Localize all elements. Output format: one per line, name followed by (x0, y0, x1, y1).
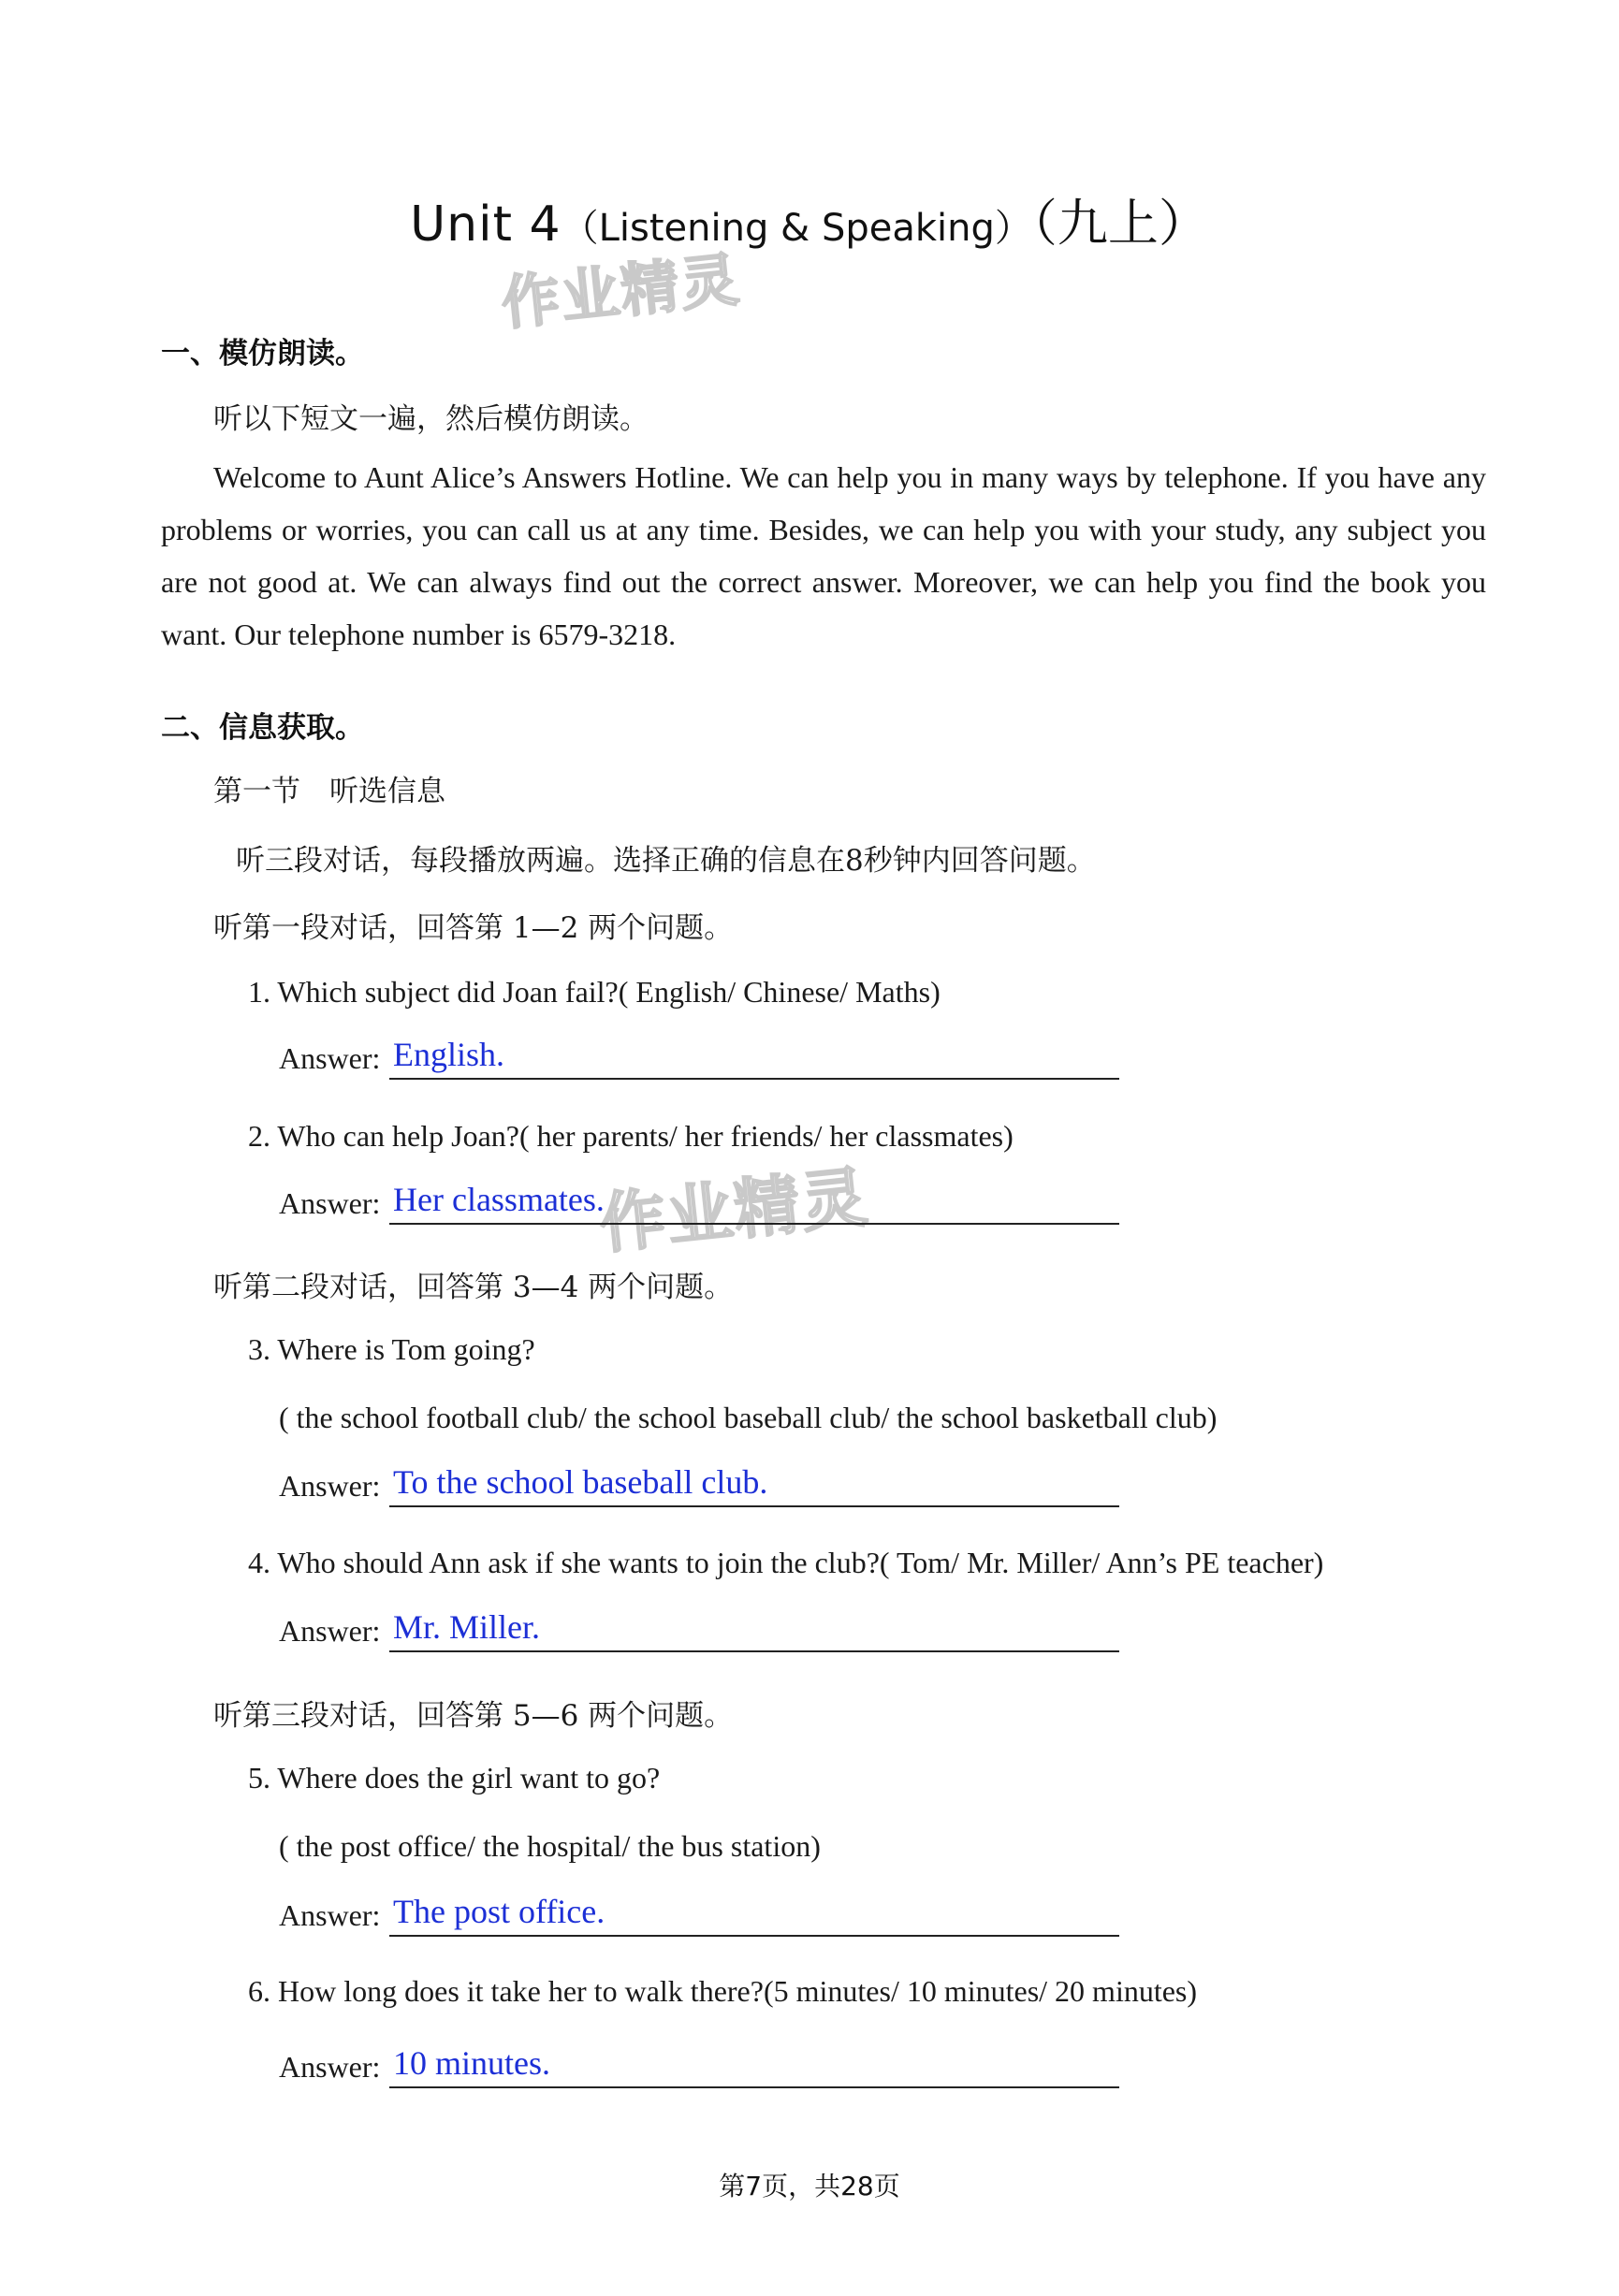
answer-value: English. (393, 1036, 505, 1073)
answer-row (279, 1455, 1121, 1511)
answer-label: Answer: (279, 1614, 381, 1648)
question-options: ( the school football club/ the school baseball club/ the school basketball club) (279, 1401, 1218, 1434)
section1-heading: 一、模仿朗读。 (161, 337, 364, 371)
answer-underline (389, 1223, 1119, 1225)
answer-underline (389, 1078, 1119, 1080)
question-text: 2. Who can help Joan?( her parents/ her friends/ her classmates) (248, 1119, 1014, 1153)
question-options: ( the post office/ the hospital/ the bus station) (279, 1829, 821, 1863)
answer-row (279, 1172, 1121, 1228)
answer-underline (389, 1650, 1119, 1652)
section2-heading: 二、信息获取。 (161, 711, 364, 745)
dialogue-intro: 听第二段对话，回答第 3—4 两个问题。 (213, 1271, 734, 1304)
page-title (0, 183, 1619, 255)
answer-row (279, 1027, 1121, 1083)
answer-row (279, 1884, 1121, 1940)
question-text: 6. How long does it take her to walk there?(5 minutes/ 10 minutes/ 20 minutes) (248, 1974, 1198, 2008)
answer-underline (389, 1505, 1119, 1507)
answer-label: Answer: (279, 1041, 381, 1075)
dialogue-intro: 听第三段对话，回答第 5—6 两个问题。 (213, 1699, 734, 1733)
question-text: 1. Which subject did Joan fail?( English/ Chinese/ Maths) (248, 975, 941, 1009)
answer-value: 10 minutes. (393, 2044, 550, 2082)
reading-passage: Welcome to Aunt Alice’s Answers Hotline. We can help you in many ways by telephone. If you have any problems or worries, you can call us at any time. Besides, we can help you with your study, any subject you are not good at. We can always find out the correct answer. Moreover, we can help you find the book you want. Our telephone number is 6579-3218. (161, 460, 1486, 651)
part-label: 第一节 听选信息 (213, 775, 445, 808)
answer-value: Her classmates. (393, 1181, 605, 1218)
title-unit: Unit 4 (410, 196, 562, 253)
answer-label: Answer: (279, 2050, 381, 2084)
page-number: 第7页，共28页 (719, 2171, 900, 2202)
title-subtitle: （Listening & Speaking） (561, 207, 1032, 250)
answer-row (279, 2036, 1121, 2092)
section1-instruction: 听以下短文一遍，然后模仿朗读。 (213, 402, 649, 436)
answer-value: The post office. (393, 1893, 605, 1930)
dialogue-intro: 听第一段对话，回答第 1—2 两个问题。 (213, 911, 734, 945)
answer-value: Mr. Miller. (393, 1608, 541, 1646)
question-text: 3. Where is Tom going? (248, 1332, 535, 1366)
section2-instruction: 听三段对话，每段播放两遍。选择正确的信息在8秒钟内回答问题。 (236, 844, 1096, 878)
answer-label: Answer: (279, 1898, 381, 1932)
watermark-logo: 作业精灵 (596, 1158, 873, 1263)
watermark-logo: 作业精灵 (498, 244, 744, 339)
answer-label: Answer: (279, 1186, 381, 1220)
title-grade: （九上） (1031, 194, 1209, 253)
question-text: 5. Where does the girl want to go? (248, 1761, 661, 1795)
answer-underline (389, 1935, 1119, 1937)
question-text: 4. Who should Ann ask if she wants to join the club?( Tom/ Mr. Miller/ Ann’s PE teacher) (248, 1546, 1324, 1579)
answer-label: Answer: (279, 1469, 381, 1503)
answer-underline (389, 2086, 1119, 2088)
answer-row (279, 1600, 1121, 1656)
answer-value: To the school baseball club. (393, 1463, 768, 1501)
